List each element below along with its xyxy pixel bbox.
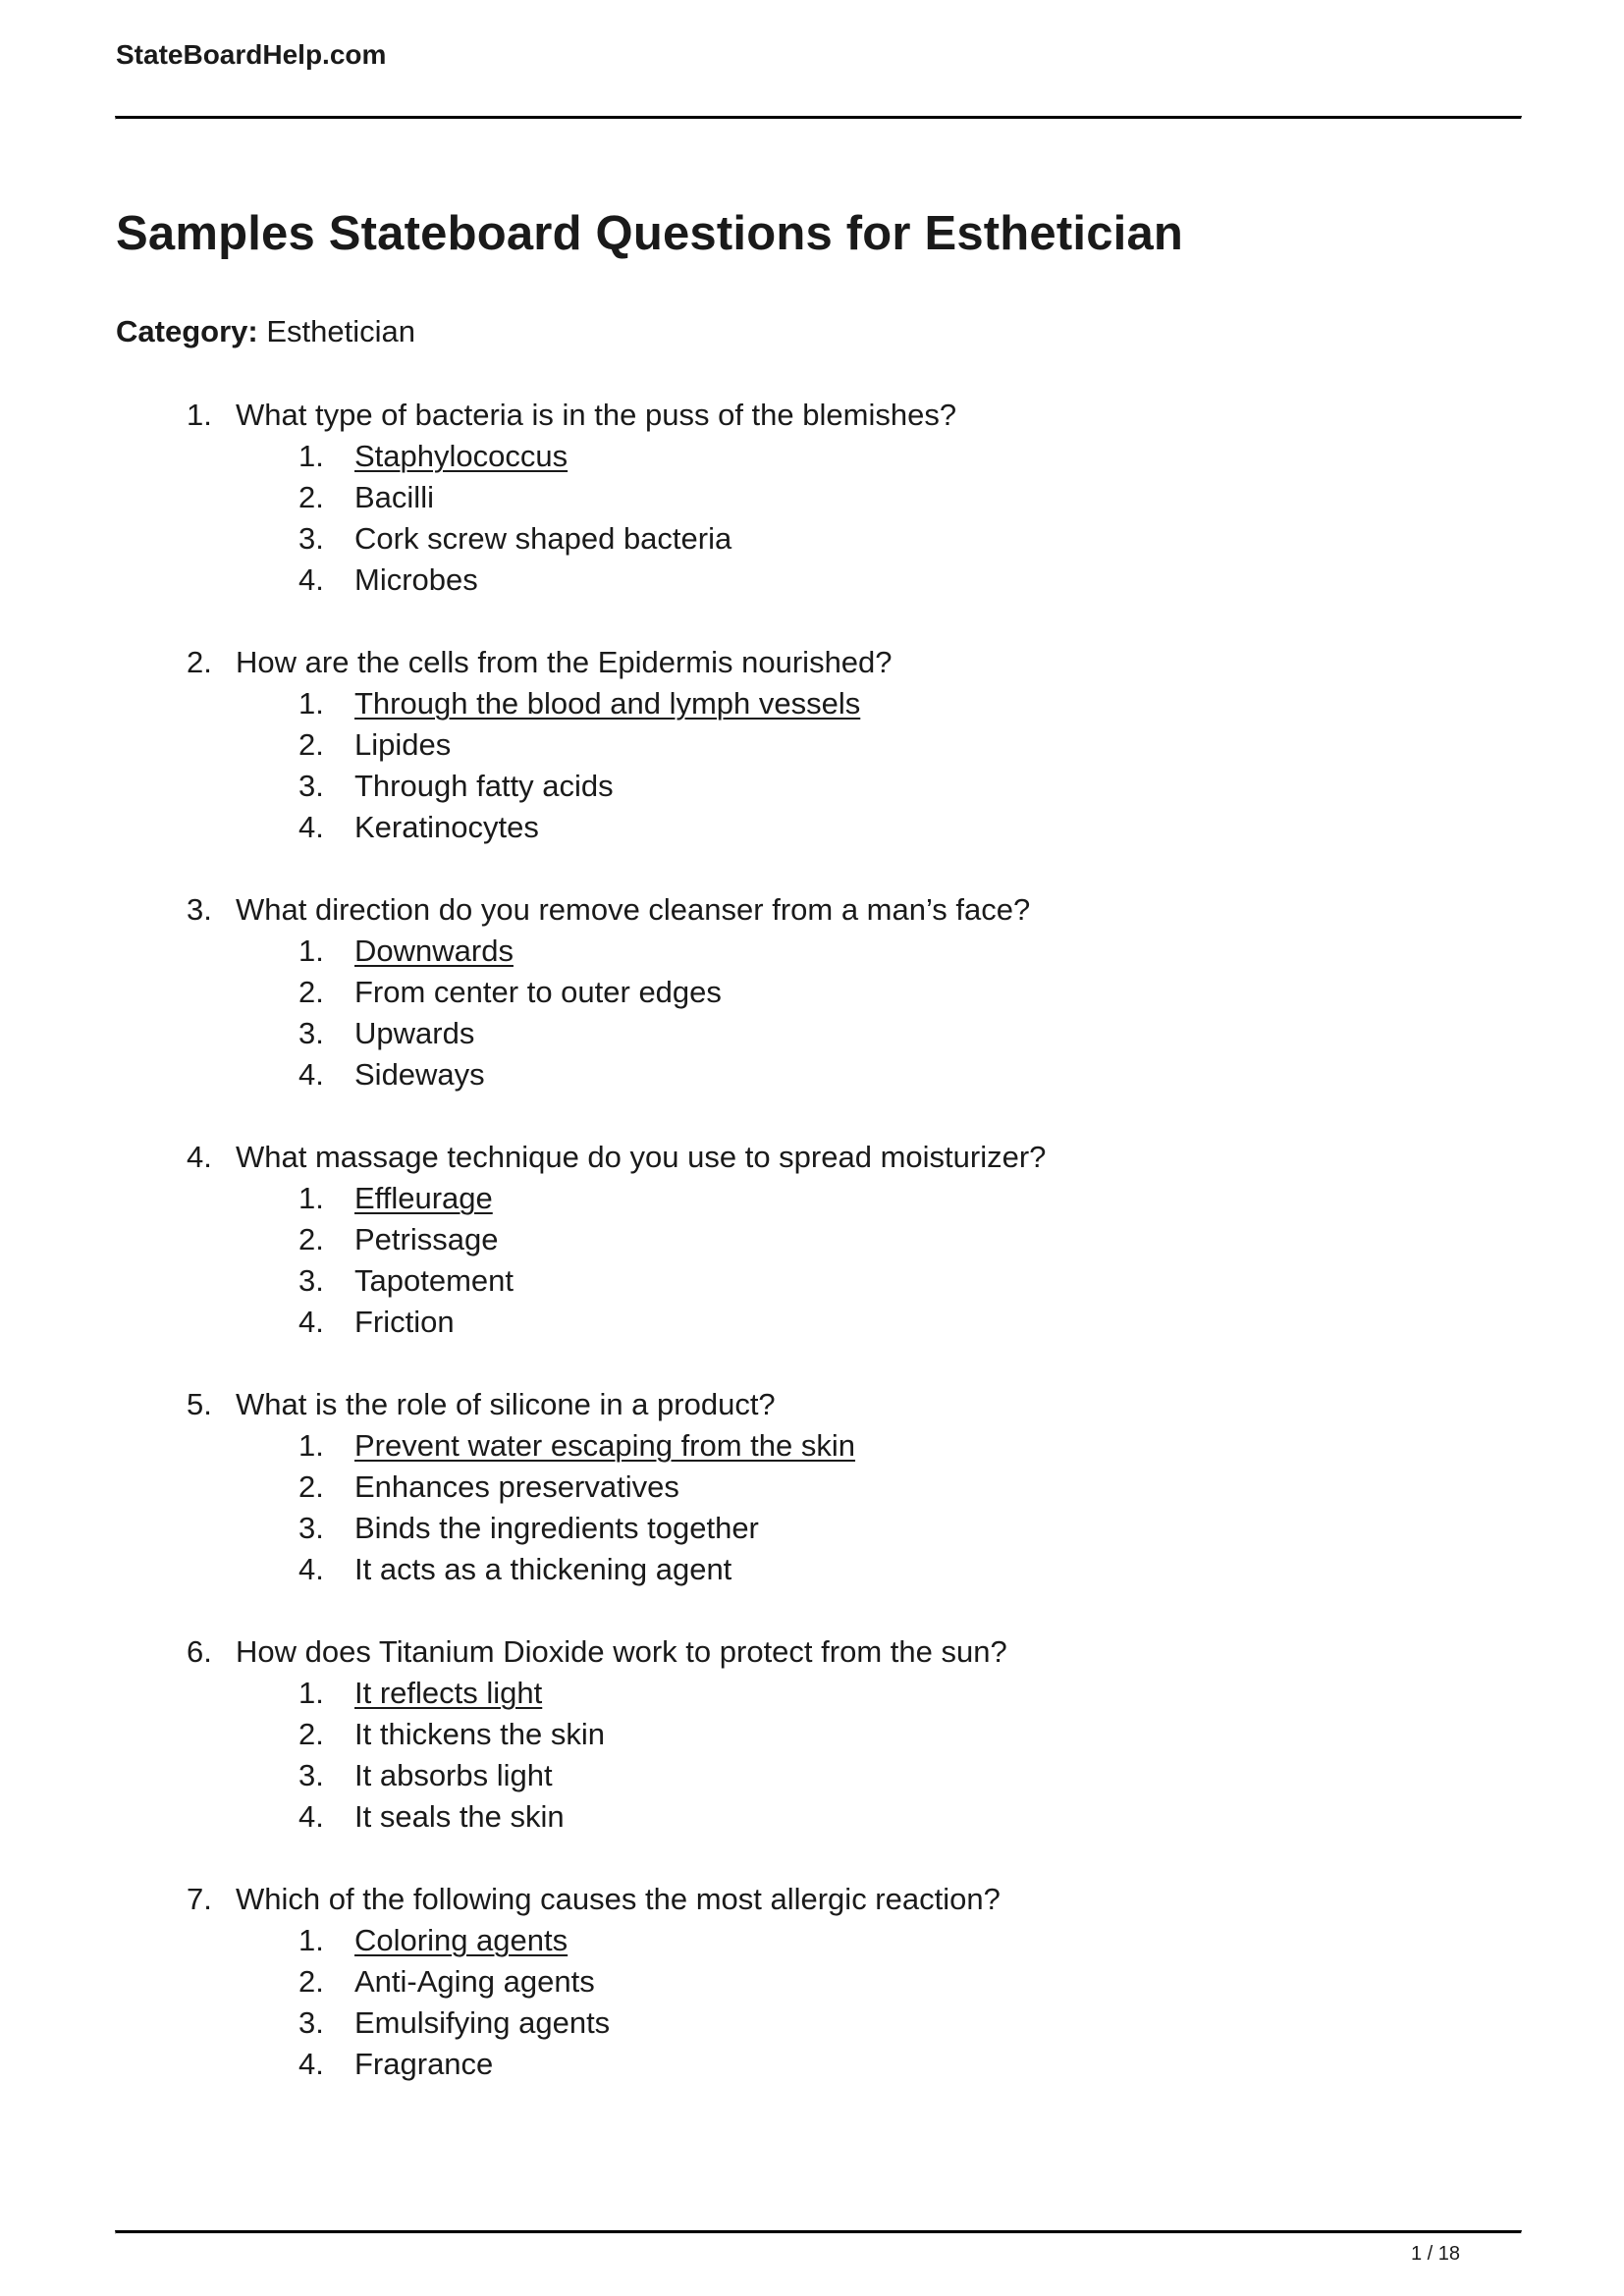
answer-list [116, 436, 1490, 601]
question-item [116, 642, 1490, 848]
answer-item [116, 1796, 1490, 1838]
answer-list [116, 1673, 1490, 1838]
answer-text: Emulsifying agents [354, 2005, 611, 2040]
question-line [116, 642, 1490, 683]
answer-item [116, 477, 1490, 518]
answer-number: 2. [298, 1717, 324, 1751]
answer-text: Bacilli [354, 480, 434, 514]
correct-answer-text: Coloring agents [354, 1923, 568, 1957]
question-list [116, 395, 1490, 2126]
answer-number: 4. [298, 1057, 324, 1092]
question-number: 2. [187, 645, 212, 679]
answer-number: 3. [298, 769, 324, 803]
answer-item [116, 560, 1490, 601]
question-item [116, 889, 1490, 1095]
answer-text: Upwards [354, 1016, 475, 1050]
answer-text: Enhances preservatives [354, 1469, 679, 1504]
category-value: Esthetician [266, 314, 415, 348]
question-number: 6. [187, 1634, 212, 1669]
header-divider [115, 116, 1522, 120]
answer-list [116, 1920, 1490, 2085]
answer-text: Microbes [354, 562, 478, 597]
answer-text: Cork screw shaped bacteria [354, 521, 732, 556]
answer-number: 1. [298, 686, 324, 721]
question-text: Which of the following causes the most allergic reaction? [236, 1882, 1001, 1916]
answer-number: 3. [298, 1758, 324, 1792]
category-line [116, 314, 415, 349]
answer-item [116, 518, 1490, 560]
page-title: Samples Stateboard Questions for Esthetician [116, 207, 1184, 260]
answer-number: 2. [298, 727, 324, 762]
answer-item [116, 2044, 1490, 2085]
site-name: StateBoardHelp.com [116, 39, 387, 70]
answer-text: Anti-Aging agents [354, 1964, 595, 1999]
answer-number: 1. [298, 934, 324, 968]
correct-answer-text: Prevent water escaping from the skin [354, 1428, 856, 1463]
answer-text: Petrissage [354, 1222, 499, 1256]
question-line [116, 1631, 1490, 1673]
answer-item [116, 807, 1490, 848]
answer-item [116, 683, 1490, 724]
answer-item [116, 972, 1490, 1013]
answer-number: 3. [298, 2005, 324, 2040]
answer-item [116, 1425, 1490, 1467]
question-number: 3. [187, 892, 212, 927]
answer-number: 1. [298, 1181, 324, 1215]
answer-number: 2. [298, 1222, 324, 1256]
answer-number: 4. [298, 810, 324, 844]
answer-number: 4. [298, 1305, 324, 1339]
answer-item [116, 2002, 1490, 2044]
answer-text: It absorbs light [354, 1758, 553, 1792]
correct-answer-text: Effleurage [354, 1181, 493, 1215]
question-item [116, 1879, 1490, 2085]
question-number: 4. [187, 1140, 212, 1174]
answer-item [116, 1013, 1490, 1054]
answer-number: 1. [298, 439, 324, 473]
question-line [116, 1384, 1490, 1425]
answer-item [116, 1714, 1490, 1755]
answer-number: 4. [298, 1552, 324, 1586]
question-number: 1. [187, 398, 212, 432]
answer-item [116, 1920, 1490, 1961]
answer-list [116, 1425, 1490, 1590]
correct-answer-text: Downwards [354, 934, 514, 968]
answer-item [116, 931, 1490, 972]
answer-number: 1. [298, 1923, 324, 1957]
answer-item [116, 1260, 1490, 1302]
answer-text: Tapotement [354, 1263, 514, 1298]
answer-text: Through fatty acids [354, 769, 614, 803]
answer-item [116, 724, 1490, 766]
answer-number: 2. [298, 1469, 324, 1504]
answer-number: 3. [298, 1016, 324, 1050]
answer-text: It seals the skin [354, 1799, 565, 1834]
question-text: What type of bacteria is in the puss of the blemishes? [236, 398, 957, 432]
answer-number: 1. [298, 1428, 324, 1463]
answer-text: Keratinocytes [354, 810, 539, 844]
answer-list [116, 1178, 1490, 1343]
answer-list [116, 683, 1490, 848]
question-text: What massage technique do you use to spread moisturizer? [236, 1140, 1047, 1174]
question-item [116, 1631, 1490, 1838]
answer-number: 2. [298, 1964, 324, 1999]
answer-number: 4. [298, 562, 324, 597]
question-text: How does Titanium Dioxide work to protect from the sun? [236, 1634, 1007, 1669]
answer-item [116, 1961, 1490, 2002]
answer-item [116, 1178, 1490, 1219]
question-item [116, 395, 1490, 601]
answer-text: Friction [354, 1305, 455, 1339]
answer-item [116, 1302, 1490, 1343]
category-label: Category: [116, 314, 258, 348]
question-item [116, 1137, 1490, 1343]
question-item [116, 1384, 1490, 1590]
answer-text: From center to outer edges [354, 975, 722, 1009]
answer-number: 3. [298, 1263, 324, 1298]
answer-item [116, 1673, 1490, 1714]
answer-number: 2. [298, 480, 324, 514]
answer-text: Fragrance [354, 2047, 494, 2081]
answer-item [116, 1755, 1490, 1796]
answer-item [116, 1467, 1490, 1508]
answer-item [116, 1549, 1490, 1590]
question-text: What direction do you remove cleanser from a man’s face? [236, 892, 1031, 927]
correct-answer-text: Through the blood and lymph vessels [354, 686, 861, 721]
answer-number: 4. [298, 1799, 324, 1834]
answer-text: It thickens the skin [354, 1717, 606, 1751]
answer-text: Lipides [354, 727, 452, 762]
page-indicator: 1 / 18 [1411, 2243, 1461, 2265]
answer-text: Binds the ingredients together [354, 1511, 759, 1545]
question-line [116, 1879, 1490, 1920]
answer-number: 3. [298, 521, 324, 556]
answer-item [116, 436, 1490, 477]
answer-number: 1. [298, 1676, 324, 1710]
answer-item [116, 1219, 1490, 1260]
question-text: How are the cells from the Epidermis nourished? [236, 645, 893, 679]
answer-number: 4. [298, 2047, 324, 2081]
question-line [116, 889, 1490, 931]
question-line [116, 395, 1490, 436]
answer-number: 2. [298, 975, 324, 1009]
answer-text: Sideways [354, 1057, 485, 1092]
question-text: What is the role of silicone in a product? [236, 1387, 776, 1421]
answer-number: 3. [298, 1511, 324, 1545]
answer-text: It acts as a thickening agent [354, 1552, 732, 1586]
correct-answer-text: It reflects light [354, 1676, 543, 1710]
question-number: 7. [187, 1882, 212, 1916]
correct-answer-text: Staphylococcus [354, 439, 568, 473]
question-line [116, 1137, 1490, 1178]
question-number: 5. [187, 1387, 212, 1421]
answer-list [116, 931, 1490, 1095]
footer-divider [115, 2230, 1522, 2234]
answer-item [116, 766, 1490, 807]
answer-item [116, 1054, 1490, 1095]
answer-item [116, 1508, 1490, 1549]
